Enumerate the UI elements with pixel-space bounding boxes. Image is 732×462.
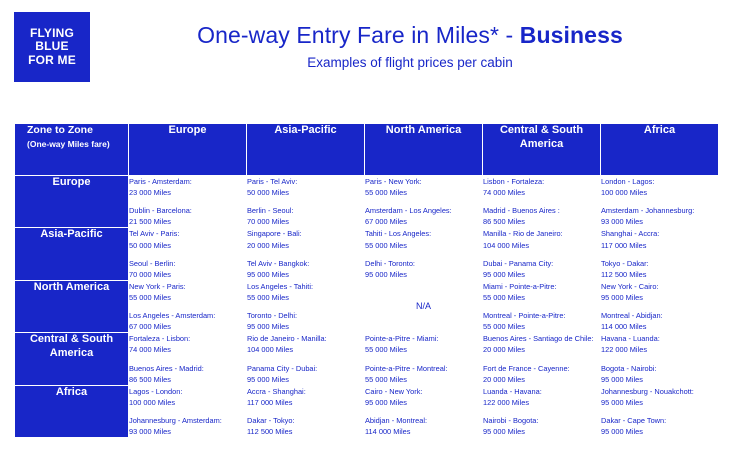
fare-entry: Havana - Luanda: 122 000 Miles bbox=[601, 334, 660, 355]
fare-entry: London - Lagos: 100 000 Miles bbox=[601, 177, 655, 198]
fare-entry: Abidjan - Montreal: 114 000 Miles bbox=[365, 415, 428, 437]
table-row bbox=[15, 280, 719, 332]
table-row bbox=[15, 176, 719, 228]
fare-cell bbox=[601, 280, 719, 332]
fare-cell bbox=[483, 176, 601, 228]
fare-cell bbox=[601, 176, 719, 228]
table-row bbox=[15, 333, 719, 385]
fare-entry: Amsterdam - Johannesburg: 93 000 Miles bbox=[601, 206, 695, 227]
fare-entry: Johannesburg - Nouakchott: 95 000 Miles bbox=[601, 386, 694, 407]
fare-entry: Los Angeles - Tahiti: 55 000 Miles bbox=[247, 281, 314, 302]
fare-entry: Tokyo - Dakar: 112 500 Miles bbox=[601, 258, 649, 279]
fare-entry: Lisbon - Fortaleza: 74 000 Miles bbox=[483, 177, 545, 198]
fare-entry: Fort de France - Cayenne: 20 000 Miles bbox=[483, 363, 570, 384]
table-row bbox=[15, 385, 719, 437]
fare-entry: Shanghai - Accra: 117 000 Miles bbox=[601, 229, 660, 250]
fare-entry: Delhi - Toronto: 95 000 Miles bbox=[365, 258, 415, 279]
fare-entry: Johannesburg - Amsterdam: 93 000 Miles bbox=[129, 415, 222, 437]
fare-cell bbox=[129, 333, 247, 385]
column-header-asia-pacific: Asia-Pacific bbox=[247, 124, 365, 176]
fare-entry: Miami - Pointe-a-Pitre: 55 000 Miles bbox=[483, 281, 557, 302]
fare-cell bbox=[129, 280, 247, 332]
fare-entry: Rio de Janeiro - Manilla: 104 000 Miles bbox=[247, 334, 327, 355]
flying-blue-logo bbox=[14, 12, 90, 82]
fare-entry: Dakar - Tokyo: 112 500 Miles bbox=[247, 415, 295, 437]
fare-cell bbox=[601, 385, 719, 437]
fare-entry: Dubai - Panama City: 95 000 Miles bbox=[483, 258, 554, 279]
row-header-europe: Europe bbox=[15, 176, 129, 228]
column-header-north-america: North America bbox=[365, 124, 483, 176]
fare-cell bbox=[247, 176, 365, 228]
row-header-north-america: North America bbox=[15, 280, 129, 332]
logo-line-1: FLYING bbox=[29, 25, 75, 40]
fare-entry: Buenos Aires - Madrid: 86 500 Miles bbox=[129, 363, 204, 384]
fare-entry: Manilla - Rio de Janeiro: 104 000 Miles bbox=[483, 229, 563, 250]
fare-entry: Pointe-a-Pitre - Montreal: 55 000 Miles bbox=[365, 363, 448, 384]
fare-entry: Paris - Amsterdam: 23 000 Miles bbox=[129, 177, 192, 198]
fare-cell-na: N/A bbox=[365, 280, 483, 332]
fare-entry: Los Angeles - Amsterdam: 67 000 Miles bbox=[129, 311, 216, 332]
table-header-row bbox=[15, 124, 719, 176]
fare-cell bbox=[365, 228, 483, 280]
fare-entry: New York - Cairo: 95 000 Miles bbox=[601, 281, 659, 302]
fare-cell bbox=[129, 176, 247, 228]
fare-table bbox=[14, 123, 719, 438]
fare-cell bbox=[247, 385, 365, 437]
fare-cell bbox=[129, 228, 247, 280]
fare-entry: Nairobi - Bogota: 95 000 Miles bbox=[483, 415, 539, 437]
fare-entry: Buenos Aires - Santiago de Chile: 20 000 Miles bbox=[483, 334, 594, 355]
row-header-central-south-america: Central & South America bbox=[15, 333, 129, 385]
corner-label: Zone to Zone bbox=[27, 124, 93, 136]
fare-cell bbox=[483, 333, 601, 385]
fare-entry: Tahiti - Los Angeles: 55 000 Miles bbox=[365, 229, 432, 250]
fare-entry: Tel Aviv - Bangkok: 95 000 Miles bbox=[247, 258, 310, 279]
fare-cell bbox=[365, 385, 483, 437]
fare-entry: Seoul - Berlin: 70 000 Miles bbox=[129, 258, 176, 279]
fare-entry: Dublin - Barcelona: 21 500 Miles bbox=[129, 206, 192, 227]
fare-table-container bbox=[14, 123, 718, 438]
fare-entry: Montreal - Pointe-a-Pitre: 55 000 Miles bbox=[483, 311, 566, 332]
logo-line-3: FOR ME bbox=[28, 52, 76, 67]
fare-entry: Accra - Shanghai: 117 000 Miles bbox=[247, 386, 306, 407]
fare-entry: Tel Aviv - Paris: 50 000 Miles bbox=[129, 229, 180, 250]
fare-entry: Bogota - Nairobi: 95 000 Miles bbox=[601, 363, 657, 384]
fare-entry: Berlin - Seoul: 70 000 Miles bbox=[247, 206, 294, 227]
fare-entry: Singapore - Bali: 20 000 Miles bbox=[247, 229, 302, 250]
fare-entry: Montreal - Abidjan: 114 000 Miles bbox=[601, 311, 663, 332]
fare-cell bbox=[129, 385, 247, 437]
column-header-africa: Africa bbox=[601, 124, 719, 176]
fare-cell bbox=[483, 280, 601, 332]
fare-cell bbox=[483, 228, 601, 280]
fare-entry: Paris - New York: 55 000 Miles bbox=[365, 177, 422, 198]
table-corner-header bbox=[15, 124, 129, 176]
fare-entry: Madrid - Buenos Aires : 86 500 Miles bbox=[483, 206, 560, 227]
page-title-main: One-way Entry Fare in Miles* - bbox=[197, 22, 520, 48]
fare-cell bbox=[247, 333, 365, 385]
logo-line-2: BLUE bbox=[35, 39, 69, 54]
page-title bbox=[100, 22, 720, 49]
page-header bbox=[100, 22, 720, 70]
fare-entry: Cairo - New York: 95 000 Miles bbox=[365, 386, 423, 407]
page-subtitle: Examples of flight prices per cabin bbox=[307, 55, 513, 70]
fare-entry: New York - Paris: 55 000 Miles bbox=[129, 281, 186, 302]
fare-entry: Amsterdam - Los Angeles: 67 000 Miles bbox=[365, 206, 452, 227]
fare-entry: Panama City - Dubai: 95 000 Miles bbox=[247, 363, 318, 384]
corner-sublabel: (One-way Miles fare) bbox=[27, 139, 110, 150]
table-header bbox=[15, 124, 719, 176]
column-header-europe: Europe bbox=[129, 124, 247, 176]
fare-entry: Dakar - Cape Town: 95 000 Miles bbox=[601, 415, 667, 437]
fare-entry: Luanda - Havana: 122 000 Miles bbox=[483, 386, 542, 407]
fare-cell bbox=[247, 280, 365, 332]
fare-cell bbox=[365, 176, 483, 228]
fare-cell bbox=[601, 333, 719, 385]
column-header-central-south-america: Central & South America bbox=[483, 124, 601, 176]
table-row bbox=[15, 228, 719, 280]
fare-entry: Pointe-a-Pitre - Miami: 55 000 Miles bbox=[365, 334, 439, 355]
fare-cell bbox=[483, 385, 601, 437]
fare-entry: Lagos - London: 100 000 Miles bbox=[129, 386, 183, 407]
fare-cell bbox=[601, 228, 719, 280]
page-title-emphasis: Business bbox=[519, 22, 623, 48]
fare-entry: Paris - Tel Aviv: 50 000 Miles bbox=[247, 177, 298, 198]
row-header-africa: Africa bbox=[15, 385, 129, 437]
fare-cell bbox=[365, 333, 483, 385]
table-body bbox=[15, 176, 719, 438]
fare-entry: Fortaleza - Lisbon: 74 000 Miles bbox=[129, 334, 191, 355]
fare-cell bbox=[247, 228, 365, 280]
fare-entry: Toronto - Delhi: 95 000 Miles bbox=[247, 311, 298, 332]
row-header-asia-pacific: Asia-Pacific bbox=[15, 228, 129, 280]
